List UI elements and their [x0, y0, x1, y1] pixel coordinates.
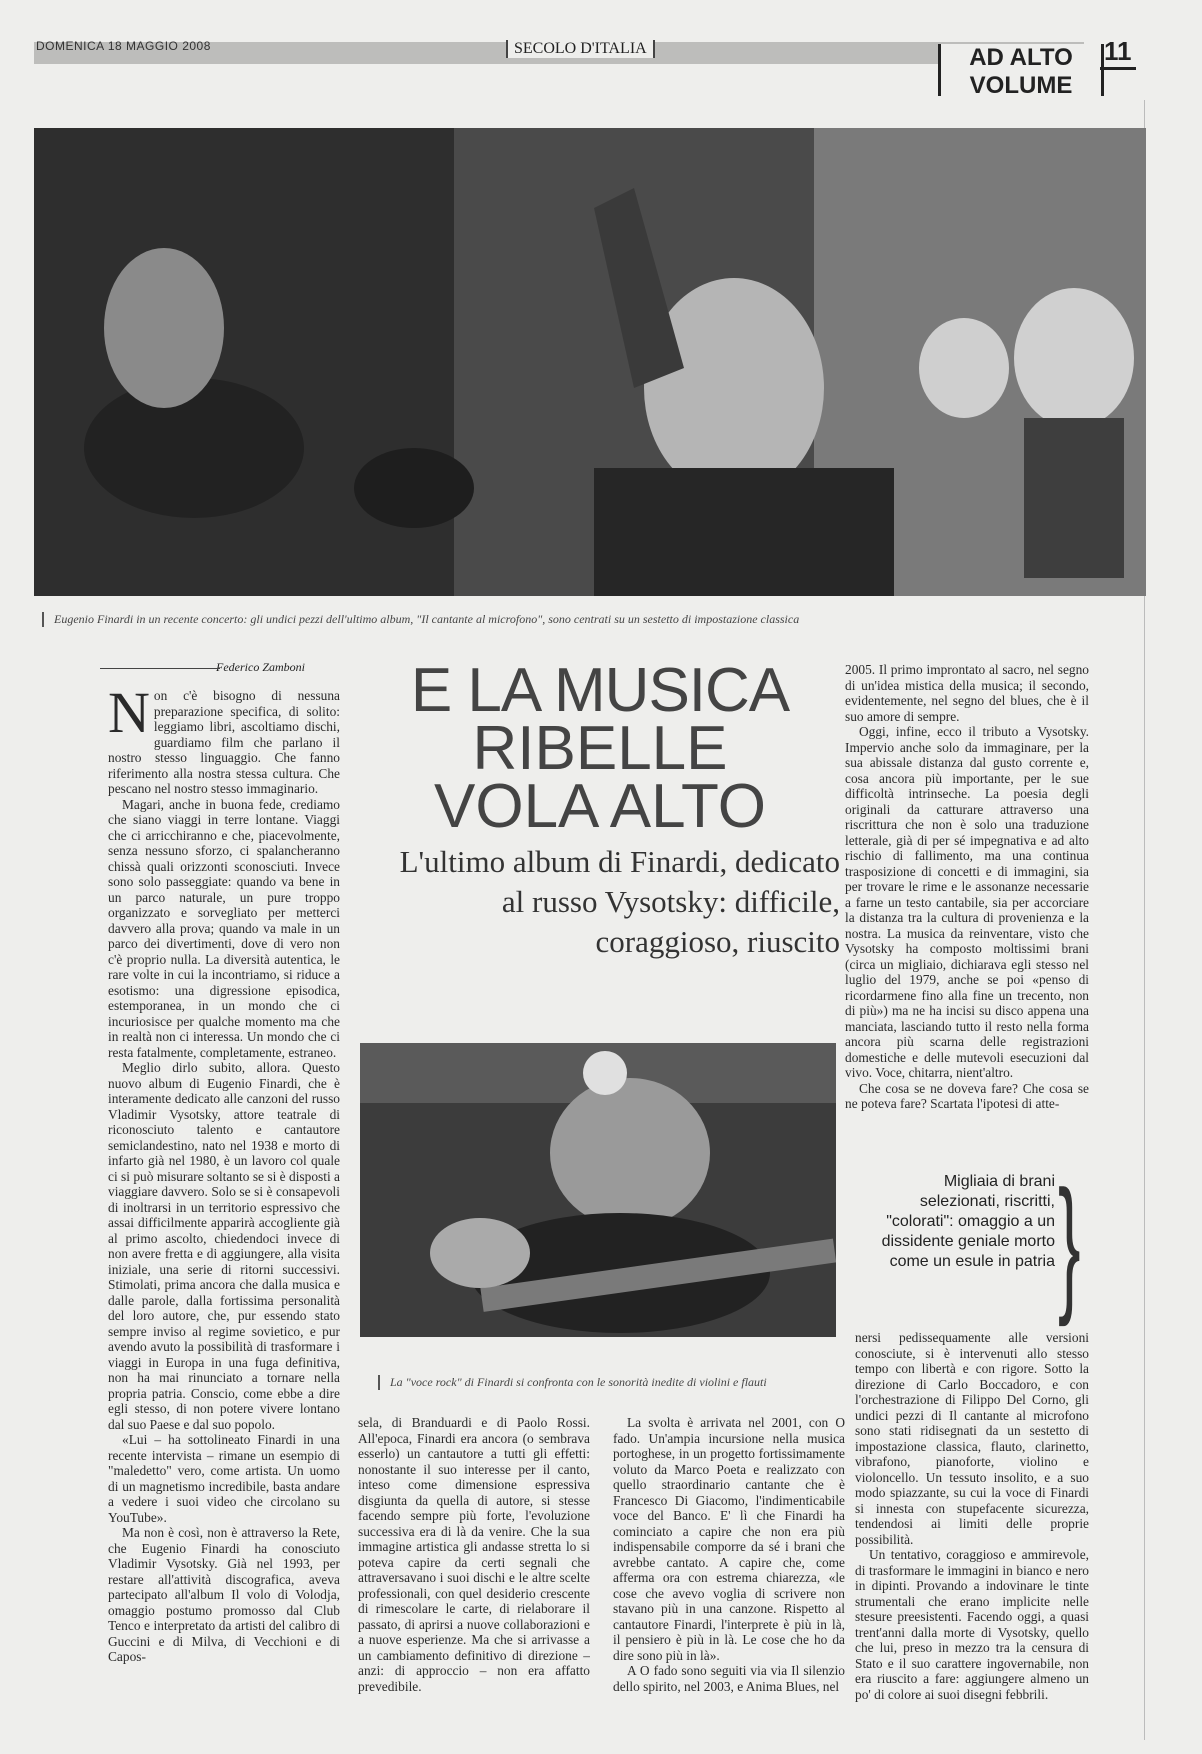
- paragraph: A O fado sono seguiti via via Il silenzio dello spirito, nel 2003, e Anima Blues, nel: [613, 1663, 845, 1694]
- headline-line1: E LA MUSICA: [410, 656, 790, 725]
- photo-caption: La "voce rock" di Finardi si confronta con le sonorità inedite di violini e flauti: [378, 1375, 850, 1390]
- paragraph: Non c'è bisogno di nessuna preparazione specifica, di solito: leggiamo libri, ascoltiamo dischi, guardiamo film che parlano il nostro stesso linguaggio. Che fanno riferimento alla nostra stessa cultura. Che pescano nel nostro stesso immaginario.: [108, 688, 340, 796]
- section-label-line1: AD ALTO: [969, 44, 1073, 71]
- paragraph: Magari, anche in buona fede, crediamo che siano viaggi in terre lontane. Viaggi che ci arricchiranno e che, piacevolmente, senza nessuno sforzo, ci spalancheranno chissà quali orizzonti sconosciuti. Invece sono solo passeggiate: quando va bene in un parco naturale, un pure troppo organizzato e sorvegliato per metterci davvero alla prova; quando va male in un parco dei divertimenti, dove di vero non c'è proprio nulla. La diversità autentica, le rare volte in cui la incontriamo, si riduce a esotismo: una digressione episodica, estemporanea, in un mondo che ci incuriosisce per qualche momento ma che in realtà non ci interessa. Un mondo che ci resta fatalmente, completamente, estraneo.: [108, 796, 340, 1060]
- drop-cap: N: [108, 688, 150, 745]
- issue-date: DOMENICA 18 MAGGIO 2008: [36, 39, 211, 53]
- concert-photo-art: [34, 128, 1146, 596]
- paragraph: Ma non è così, non è attraverso la Rete, che Eugenio Finardi ha conosciuto Vladimir Vysotsky. Già nel 1993, per restare all'attività discografica, aveva partecipato all'album Il volo di Volodja, omaggio postumo promosso dal Club Tenco e interpretato da artisti del calibro di Guccini e di Milva, di Vecchioni e di Capos-: [108, 1525, 340, 1664]
- page-number: 11: [1100, 36, 1136, 70]
- section-label: [938, 44, 1104, 99]
- article-column-1: [108, 688, 340, 1738]
- paragraph: «Lui – ha sottolineato Finardi in una recente intervista – rimane un esempio di "maledetto" vero, come artista. Un uomo di un magnetismo incredibile, basta andare a vedere i suoi video che circolano su YouTube».: [108, 1432, 340, 1525]
- article-column-4-bottom: [855, 1330, 1089, 1738]
- paragraph: Che cosa se ne doveva fare? Che cosa se ne poteva fare? Scartata l'ipotesi di atte-: [845, 1080, 1089, 1111]
- headline-line3: VOLA ALTO: [433, 772, 766, 841]
- paragraph: 2005. Il primo improntato al sacro, nel segno di un'idea mistica della musica; il secondo, evidentemente, nel segno del blues, che è il suo amore di sempre.: [845, 662, 1089, 724]
- paragraph: sela, di Branduardi e di Paolo Rossi. All'epoca, Finardi era ancora (o sembrava esserlo) un cantautore a tutti gli effetti: nonostante il suo interesse per il canto, inteso come dimensione espressiva disgiunta da quella di autore, si stesse facendo sempre più forte, l'evoluzione successiva era di là da venire. Che la sua immagine artistica gli andasse stretta lo si poteva capire da certi segnali che attraversavano i suoi dischi e le altre scelte professionali, con quel desiderio crescente di rimescolare le carte, di rielaborare il passato, di aprirsi a nuove collaborazioni e a nuove esperienze. Ma che si arrivasse a un cambiamento definitivo di direzione – anzi: di approccio – non era affatto prevedibile.: [358, 1415, 590, 1694]
- paragraph: nersi pedissequamente alle versioni conosciute, si è intervenuti allo stesso tempo con libertà e con rigore. Sotto la direzione di Carlo Boccadoro, e con l'orchestrazione di Filippo Del Corno, gli undici pezzi di Il cantante al microfono sono stati ridisegnati da un sestetto di impostazione classica, flauto, clarinetto, vibrafono, pianoforte, violino e violoncello. Un tessuto insolito, e a suo modo spiazzante, su cui la voce di Finardi si innesta con stupefacente sicurezza, tendendosi ai limiti delle proprie possibilità.: [855, 1330, 1089, 1547]
- concert-photo: [34, 128, 1146, 596]
- paragraph: Meglio dirlo subito, allora. Questo nuovo album di Eugenio Finardi, che è interamente dedicato alle canzoni del russo Vladimir Vysotsky, attore teatrale di riconosciuto talento e cantautore semiclandestino, nato nel 1938 e morto di infarto già nel 1980, è un lavoro col quale ci si può misurare soltanto se si è disposti a viaggiare davvero. Solo se si è consapevoli di inoltrarsi in un territorio espressivo che assai difficilmente apparirà accogliente già al primo ascolto, chiedendoci invece di non avere fretta e di aggiungere, alla visita iniziale, una serie di ritorni successivi. Stimolati, prima ancora che dalla musica e dalle parole, dalla fortissima personalità del loro autore, che, pur essendo stato sempre inviso al regime sovietico, e pur avendo avuto la possibilità di trasformare i viaggi in Europa in una fuga definitiva, non ha mai rinunciato a tornare nella propria patria. Conscio, come ebbe a dire egli stesso, di non potere vivere lontano dal suo Paese e dal suo popolo.: [108, 1060, 340, 1432]
- page-header: [34, 34, 1144, 99]
- paragraph: Oggi, infine, ecco il tributo a Vysotsky. Impervio anche solo da immaginare, per la sua abissale distanza dal gusto corrente e, cosa ancora più importante, per le sue difficoltà intrinseche. La poesia degli originali da catturare attraverso una riscrittura che non è solo una traduzione letterale, già di per sé impegnativa e ad alto rischio di fallimento, ma una continua trasposizione di concetti e di immagini, sia per trovare le rime e le assonanze necessarie a farne un testo cantabile, sia per accorciare la distanza tra la cultura di provenienza e la nostra. La musica da reinventare, visto che Vysotsky ha composto moltissimi brani (circa un migliaio, dichiarava egli stesso nel luglio del 1979, anche se poi «penso di ricordarmene fino alla fine un trecento, non di più») ma ne ha incisi su disco appena una manciata, lasciando tutto il resto nella forma ancora più scarna delle registrazioni domestiche e delle mutevoli esecuzioni dal vivo. Voce, chitarra, nient'altro.: [845, 724, 1089, 1080]
- article-column-4-top: [845, 662, 1089, 1142]
- newspaper-masthead: SECOLO D'ITALIA: [506, 40, 655, 58]
- paragraph: La svolta è arrivata nel 2001, con O fado. Un'ampia incursione nella musica portoghese, in un progetto fortissimamente voluto da Marco Poeta e realizzato con quello straordinario cantante che è Francesco Di Giacomo, l'indimenticabile voce del Banco. E' lì che Finardi ha cominciato a capire che non era più indispensabile comporre da sé i brani che avrebbe cantato. A capire che, come afferma ora con estrema chiarezza, «le cose che avevo voglia di scrivere non stavano più in una canzone. Rispetto al cantautore Finardi, l'interprete è più in là, il pensiero è più in là. Le cose che ho da dire sono più in là».: [613, 1415, 845, 1663]
- paragraph: Un tentativo, coraggioso e ammirevole, di trasformare le immagini in bianco e nero in dipinti. Provando a indovinare le tinte strumentali che erano implicite nelle stesure preesistenti. Facendo oggi, a quasi trent'anni dalla morte di Vysotsky, quello che lui, preso in mezzo tra la censura di Stato e il suo carattere ingovernabile, non era riuscito a fare: aggiungere almeno un po' di colore ai suoi disegni febbrili.: [855, 1547, 1089, 1702]
- guitar-photo: [360, 1043, 836, 1337]
- article-column-3: [613, 1415, 845, 1737]
- section-label-line2: VOLUME: [969, 72, 1073, 99]
- guitar-photo-art: [360, 1043, 836, 1337]
- article-column-2: [358, 1415, 590, 1737]
- headline: [365, 656, 835, 841]
- photo-caption: Eugenio Finardi in un recente concerto: gli undici pezzi dell'ultimo album, "Il cantante al microfono", sono centrati su un sestetto di impostazione classica: [42, 612, 1154, 627]
- subheadline: L'ultimo album di Finardi, dedicato al russo Vysotsky: difficile, coraggioso, riuscito: [399, 844, 840, 959]
- headline-line2: RIBELLE: [472, 714, 728, 783]
- byline: Federico Zamboni: [100, 660, 305, 675]
- pull-quote: Migliaia di brani selezionati, riscritti, "colorati": omaggio a un dissidente geniale morto come un esule in patria: [881, 1173, 1055, 1270]
- brace-decoration: }: [1058, 1159, 1081, 1327]
